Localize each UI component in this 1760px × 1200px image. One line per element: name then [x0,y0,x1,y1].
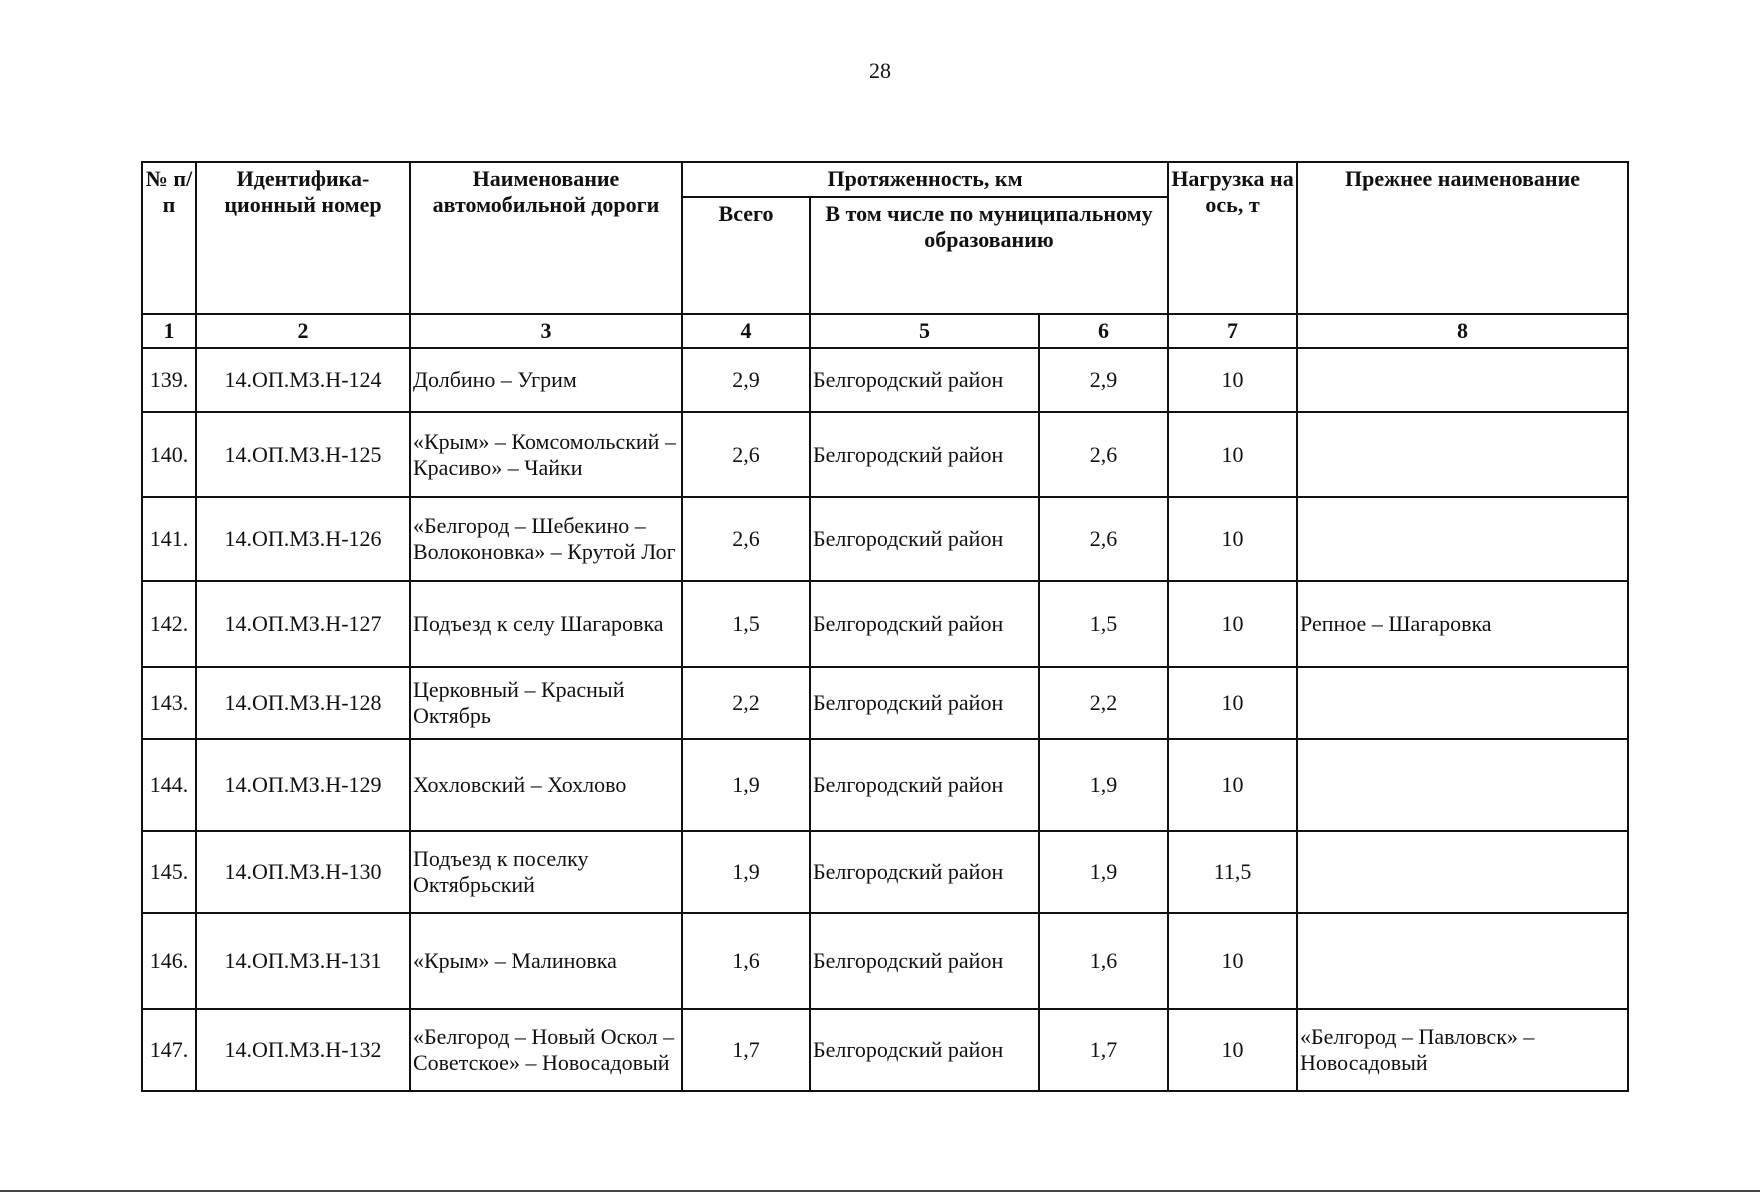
cell-axle-load: 10 [1168,1009,1297,1091]
cell-id: 14.ОП.МЗ.Н-126 [196,497,410,581]
column-number: 2 [196,314,410,348]
cell-previous-name [1297,412,1628,497]
cell-previous-name: «Белгород – Павловск» – Новосадовый [1297,1009,1628,1091]
table-row [142,739,1628,831]
cell-municipality: Белгородский район [810,739,1039,831]
header-municipal: В том числе по муниципальному образованию [810,197,1168,314]
cell-axle-load: 10 [1168,497,1297,581]
cell-name: «Белгород – Новый Оскол – Советское» – Новосадовый [410,1009,682,1091]
header-num: № п/п [142,162,196,314]
cell-municipality: Белгородский район [810,1009,1039,1091]
header-prev: Прежнее наименование [1297,162,1628,314]
cell-name: «Крым» – Малиновка [410,913,682,1009]
cell-name: Долбино – Угрим [410,348,682,412]
column-number: 6 [1039,314,1168,348]
cell-id: 14.ОП.МЗ.Н-128 [196,667,410,739]
cell-num: 145. [142,831,196,913]
cell-id: 14.ОП.МЗ.Н-124 [196,348,410,412]
column-number: 8 [1297,314,1628,348]
cell-axle-load: 10 [1168,739,1297,831]
page-number: 28 [869,58,891,83]
cell-total: 2,6 [682,412,810,497]
cell-previous-name [1297,667,1628,739]
cell-axle-load: 10 [1168,913,1297,1009]
column-number: 4 [682,314,810,348]
cell-previous-name [1297,739,1628,831]
cell-total: 1,9 [682,739,810,831]
cell-axle-load: 10 [1168,581,1297,667]
column-number: 1 [142,314,196,348]
table-row [142,348,1628,412]
cell-total: 1,5 [682,581,810,667]
cell-municipal-length: 1,9 [1039,739,1168,831]
cell-id: 14.ОП.МЗ.Н-127 [196,581,410,667]
cell-num: 141. [142,497,196,581]
cell-total: 1,7 [682,1009,810,1091]
cell-total: 2,6 [682,497,810,581]
cell-name: Церковный – Красный Октябрь [410,667,682,739]
cell-municipal-length: 1,6 [1039,913,1168,1009]
cell-id: 14.ОП.МЗ.Н-132 [196,1009,410,1091]
cell-municipality: Белгородский район [810,497,1039,581]
cell-id: 14.ОП.МЗ.Н-129 [196,739,410,831]
header-total: Всего [682,197,810,314]
cell-municipal-length: 1,5 [1039,581,1168,667]
cell-total: 2,2 [682,667,810,739]
column-number: 5 [810,314,1039,348]
cell-municipal-length: 2,2 [1039,667,1168,739]
cell-num: 139. [142,348,196,412]
header-name: Наименование автомобильной дороги [410,162,682,314]
cell-municipal-length: 1,9 [1039,831,1168,913]
cell-previous-name [1297,831,1628,913]
table-row [142,1009,1628,1091]
header-length-group: Протяженность, км [682,162,1168,197]
cell-previous-name [1297,348,1628,412]
cell-num: 147. [142,1009,196,1091]
table-row [142,913,1628,1009]
cell-previous-name: Репное – Шагаровка [1297,581,1628,667]
cell-id: 14.ОП.МЗ.Н-130 [196,831,410,913]
cell-name: Хохловский – Хохлово [410,739,682,831]
cell-total: 1,9 [682,831,810,913]
cell-id: 14.ОП.МЗ.Н-125 [196,412,410,497]
table-row [142,667,1628,739]
cell-previous-name [1297,913,1628,1009]
cell-name: «Крым» – Комсомольский – Красиво» – Чайки [410,412,682,497]
cell-num: 143. [142,667,196,739]
table-row [142,831,1628,913]
cell-municipality: Белгородский район [810,667,1039,739]
cell-id: 14.ОП.МЗ.Н-131 [196,913,410,1009]
table-row [142,412,1628,497]
cell-num: 146. [142,913,196,1009]
cell-municipality: Белгородский район [810,831,1039,913]
header-load: Нагрузка на ось, т [1168,162,1297,314]
cell-municipality: Белгородский район [810,581,1039,667]
cell-municipal-length: 2,6 [1039,412,1168,497]
column-numbers-row [142,314,1628,348]
table-row [142,581,1628,667]
cell-municipal-length: 1,7 [1039,1009,1168,1091]
column-number: 3 [410,314,682,348]
cell-name: «Белгород – Шебекино – Волоконовка» – Крутой Лог [410,497,682,581]
cell-name: Подъезд к селу Шагаровка [410,581,682,667]
cell-total: 2,9 [682,348,810,412]
cell-municipal-length: 2,9 [1039,348,1168,412]
cell-num: 142. [142,581,196,667]
cell-municipal-length: 2,6 [1039,497,1168,581]
cell-num: 140. [142,412,196,497]
cell-municipality: Белгородский район [810,412,1039,497]
bottom-divider [0,1190,1760,1192]
header-id: Идентифика-ционный номер [196,162,410,314]
cell-municipality: Белгородский район [810,348,1039,412]
roads-table [141,161,1629,1092]
cell-name: Подъезд к поселку Октябрьский [410,831,682,913]
cell-previous-name [1297,497,1628,581]
column-number: 7 [1168,314,1297,348]
cell-axle-load: 10 [1168,667,1297,739]
cell-axle-load: 10 [1168,412,1297,497]
cell-municipality: Белгородский район [810,913,1039,1009]
cell-total: 1,6 [682,913,810,1009]
cell-axle-load: 10 [1168,348,1297,412]
header-row-top [142,162,1628,197]
cell-num: 144. [142,739,196,831]
table-row [142,497,1628,581]
cell-axle-load: 11,5 [1168,831,1297,913]
